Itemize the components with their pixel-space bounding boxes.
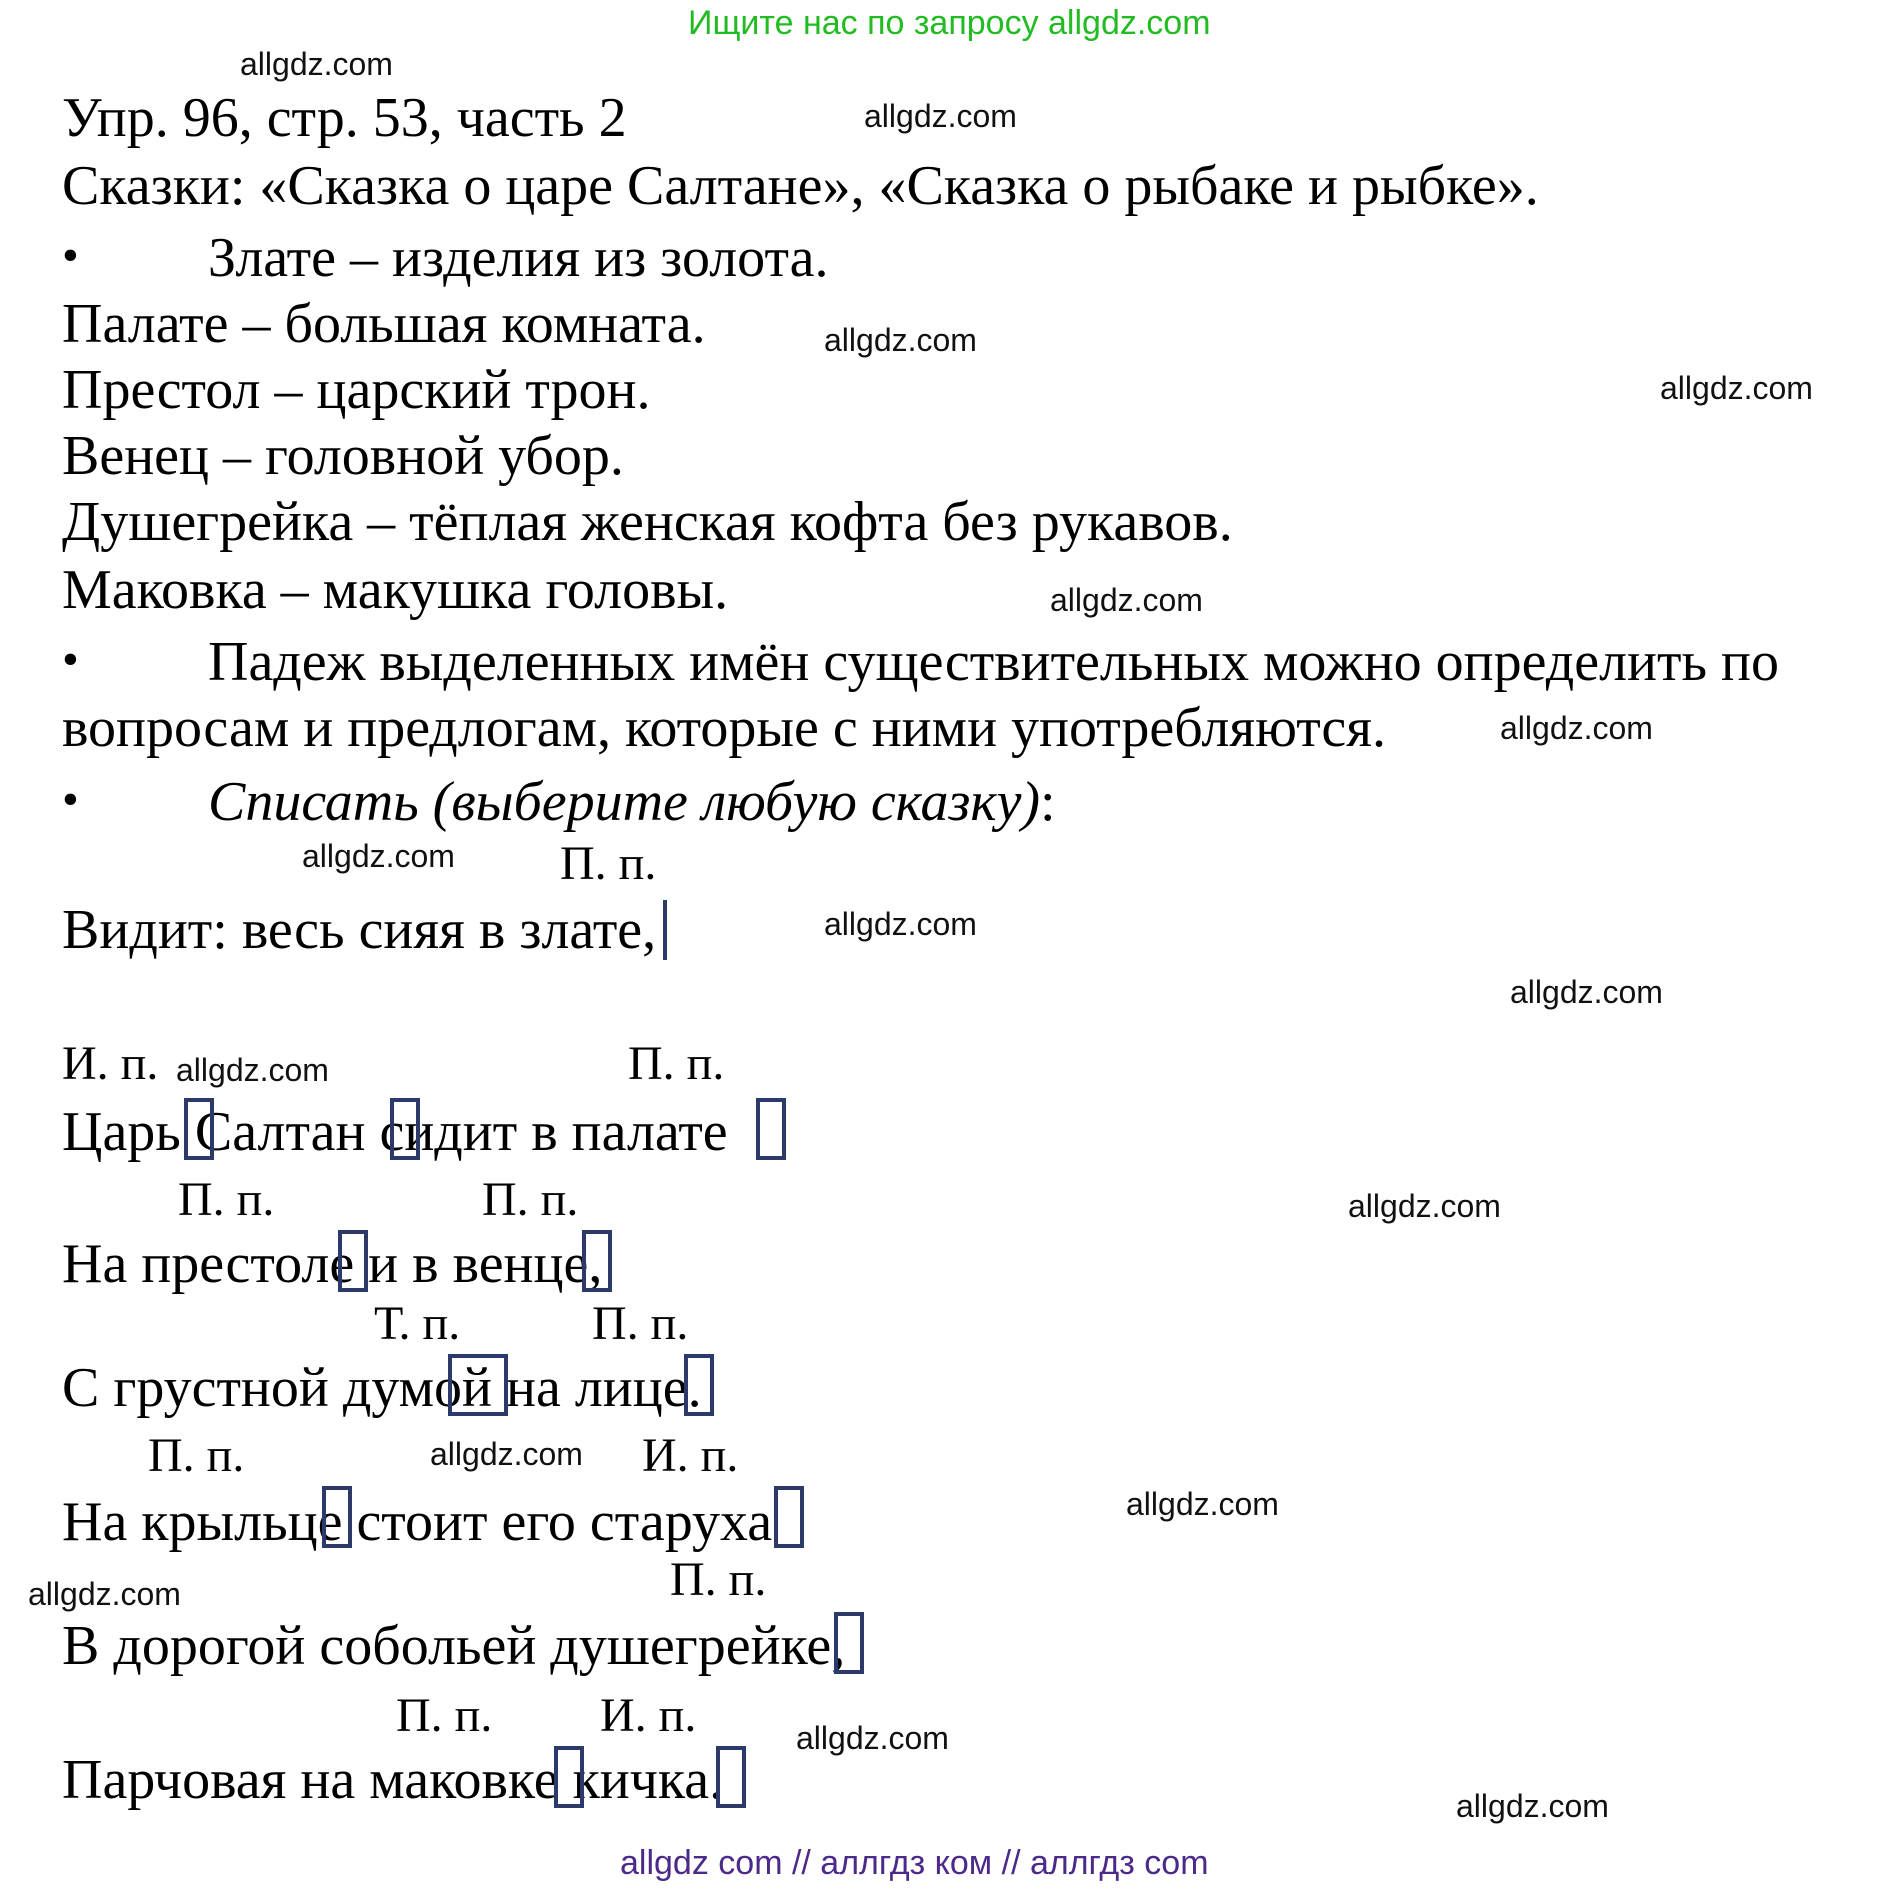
watermark: allgdz.com [430, 1436, 583, 1472]
note-line-1: Падеж выделенных имён существительных можно определить по [208, 631, 1780, 693]
bullet-2: • [62, 633, 79, 686]
definition-5: Душегрейка – тёплая женская кофта без рукавов. [62, 491, 1233, 553]
text-cursor [663, 900, 667, 960]
poem-line-6: В дорогой собольей душегрейке, [62, 1615, 846, 1677]
ending-box [390, 1098, 420, 1160]
bullet-1: • [62, 229, 79, 282]
case-label: П. п. [178, 1173, 275, 1226]
definition-2: Палате – большая комната. [62, 293, 706, 355]
task-italic: Списать (выберите любую сказку) [208, 771, 1041, 833]
case-label: П. п. [670, 1553, 767, 1606]
poem-line-7: Парчовая на маковке кичка. [62, 1749, 724, 1811]
definition-1: Злате – изделия из золота. [208, 227, 829, 289]
case-label: П. п. [396, 1689, 493, 1742]
ending-box [716, 1746, 746, 1808]
case-label: Т. п. [374, 1297, 461, 1350]
watermark: allgdz.com [1126, 1486, 1279, 1522]
watermark: allgdz.com [1456, 1788, 1609, 1824]
case-label: П. п. [628, 1037, 725, 1090]
definition-3: Престол – царский трон. [62, 359, 651, 421]
watermark: allgdz.com [1500, 710, 1653, 746]
watermark: allgdz.com [824, 322, 977, 358]
case-label: П. п. [482, 1173, 579, 1226]
ending-box [684, 1354, 714, 1416]
case-label: П. п. [560, 837, 657, 890]
case-label: И. п. [642, 1429, 739, 1482]
ending-box [338, 1230, 368, 1292]
ending-box [834, 1612, 864, 1674]
case-label: П. п. [148, 1429, 245, 1482]
poem-line-5: На крыльце стоит его старуха [62, 1491, 773, 1553]
case-label: П. п. [592, 1297, 689, 1350]
watermark: allgdz.com [1510, 974, 1663, 1010]
ending-box [448, 1354, 508, 1416]
watermark: allgdz.com [176, 1052, 329, 1088]
footer-links[interactable]: allgdz com // аллгдз ком // аллгдз com [620, 1844, 1209, 1882]
ending-box [322, 1486, 352, 1548]
poem-line-1: Видит: весь сияя в злате, [62, 899, 657, 961]
watermark: allgdz.com [240, 46, 393, 82]
bullet-3: • [62, 773, 79, 826]
ending-box [774, 1486, 804, 1548]
exercise-header: Упр. 96, стр. 53, часть 2 [62, 87, 627, 149]
definition-4: Венец – головной убор. [62, 425, 624, 487]
case-label: И. п. [62, 1037, 159, 1090]
ending-box [554, 1746, 584, 1808]
task-line [208, 771, 1056, 833]
top-banner[interactable]: Ищите нас по запросу allgdz.com [688, 4, 1211, 42]
ending-box [756, 1098, 786, 1160]
watermark: allgdz.com [1348, 1188, 1501, 1224]
poem-line-3: На престоле и в венце, [62, 1233, 603, 1295]
ending-box [184, 1098, 214, 1160]
watermark: allgdz.com [1050, 582, 1203, 618]
watermark: allgdz.com [1660, 370, 1813, 406]
poem-line-4: С грустной думой на лице. [62, 1357, 702, 1419]
watermark: allgdz.com [824, 906, 977, 942]
task-colon: : [1040, 771, 1056, 833]
watermark: allgdz.com [28, 1576, 181, 1612]
poem-line-2: Царь Салтан сидит в палате [62, 1101, 728, 1163]
watermark: allgdz.com [864, 98, 1017, 134]
case-label: И. п. [600, 1689, 697, 1742]
ending-box [582, 1230, 612, 1292]
definition-6: Маковка – макушка головы. [62, 559, 729, 621]
watermark: allgdz.com [796, 1720, 949, 1756]
tales-line: Сказки: «Сказка о царе Салтане», «Сказка о рыбаке и рыбке». [62, 155, 1539, 217]
note-line-2: вопросам и предлогам, которые с ними употребляются. [62, 697, 1386, 759]
watermark: allgdz.com [302, 838, 455, 874]
